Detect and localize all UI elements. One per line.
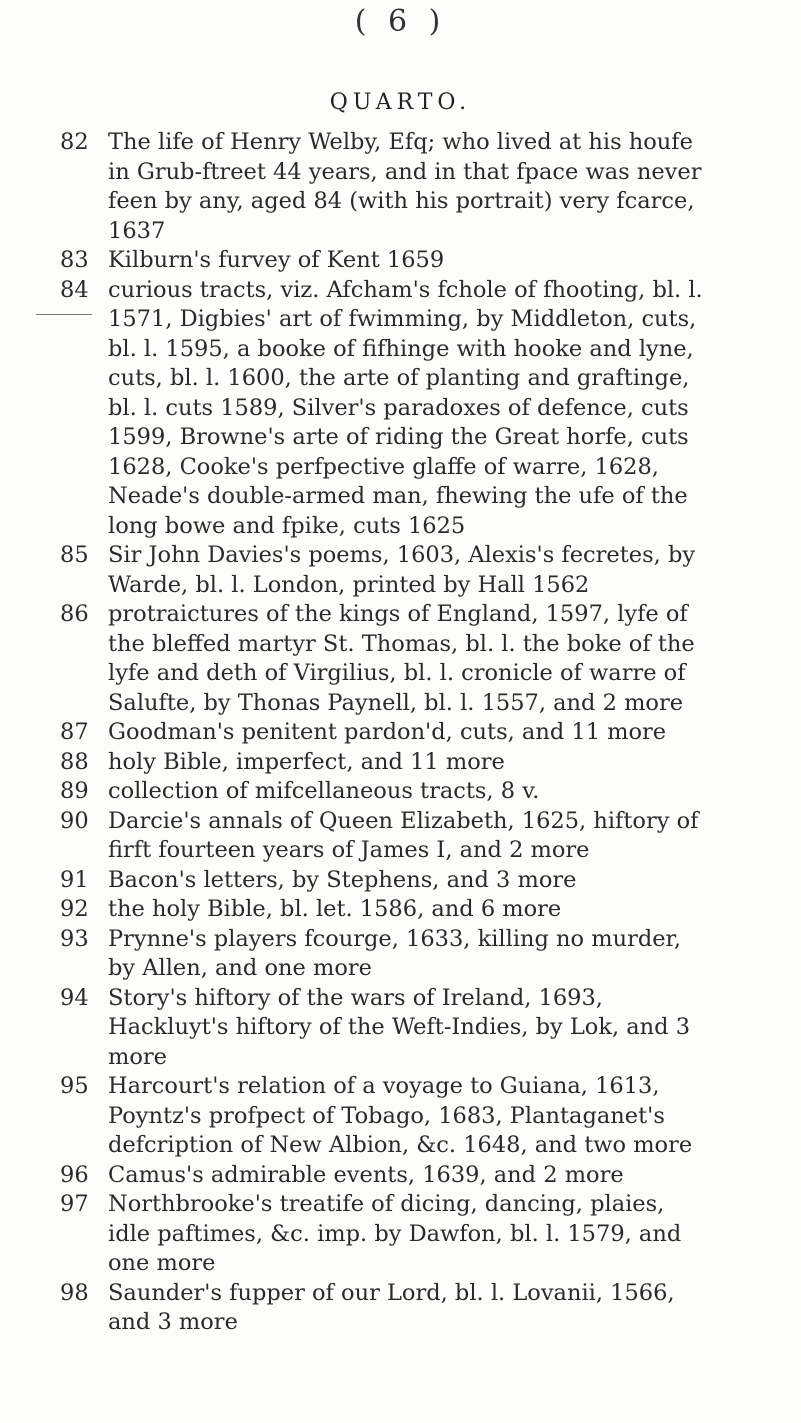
lot-entry [60,895,710,925]
lot-number: 94 [60,984,89,1011]
lot-description: The life of Henry Welby, Efq; who lived at his houfe in Grub-ftreet 44 years, and in that fpace was never feen by any, aged 84 (with his portrait) very fcarce, 1637 [108,129,702,244]
lot-description: Camus's admirable events, 1639, and 2 more [108,1161,624,1188]
lot-description: Prynne's players fcourge, 1633, killing no murder, by Allen, and one more [108,925,681,981]
lot-number: 87 [60,719,89,745]
lot-number: 83 [60,247,89,273]
lot-entry [60,925,710,984]
lot-entry [60,128,710,246]
lot-number: 95 [60,1073,89,1099]
lot-number: 89 [60,778,89,804]
lot-entry [60,1190,710,1279]
lot-number: 88 [60,748,89,775]
lot-description: Saunder's fupper of our Lord, bl. l. Lovanii, 1566, and 3 more [108,1279,675,1335]
lot-number: 84 [60,276,89,303]
lot-description: holy Bible, imperfect, and 11 more [108,748,505,775]
lot-description: Northbrooke's treatife of dicing, dancing, plaies, idle paftimes, &c. imp. by Dawfon, bl. l. 1579, and one more [108,1191,682,1276]
lot-entry [60,276,710,542]
lot-entry [60,718,710,748]
page-number: ( 6 ) [354,4,447,39]
lot-description: Sir John Davies's poems, 1603, Alexis's fecretes, by Warde, bl. l. London, printed by Hall 1562 [108,542,696,598]
lot-number: 93 [60,925,89,952]
lot-description: Harcourt's relation of a voyage to Guiana, 1613, Poyntz's profpect of Tobago, 1683, Plantaganet's defcription of New Albion, &c. 1648, and two more [108,1073,693,1158]
lot-description: Darcie's annals of Queen Elizabeth, 1625, hiftory of firft fourteen years of James I, and 2 more [108,807,699,863]
lot-description: collection of mifcellaneous tracts, 8 v. [108,778,540,804]
lot-description: curious tracts, viz. Afcham's fchole of fhooting, bl. l. 1571, Digbies' art of fwimming, by Middleton, cuts, bl. l. 1595, a booke of fifhinge with hooke and lyne, cuts, bl. l. 1600, the arte of planting and graftinge, bl. l. cuts 1589, Silver's paradoxes of defence, cuts 1599, Browne's arte of riding the Great horfe, cuts 1628, Cooke's perfpective glaffe of warre, 1628, Neade's double-armed man, fhewing the ufe of the long bowe and fpike, cuts 1625 [108,276,703,539]
lot-description: protraictures of the kings of England, 1597, lyfe of the bleffed martyr St. Thomas, bl. l. the boke of the lyfe and deth of Virgilius, bl. l. cronicle of warre of Salufte, by Thonas Paynell, bl. l. 1557, and 2 more [108,601,695,716]
lot-description: Story's hiftory of the wars of Ireland, 1693, Hackluyt's hiftory of the Weft-Indies, by Lok, and 3 more [108,984,691,1070]
lot-description: Goodman's penitent pardon'd, cuts, and 11 more [108,719,667,745]
lot-entry [60,984,710,1073]
lot-entry [60,777,710,807]
lot-description: Kilburn's furvey of Kent 1659 [108,247,445,273]
lot-number: 98 [60,1279,89,1306]
lot-number: 90 [60,807,89,834]
lot-entry [60,748,710,778]
lot-number: 96 [60,1161,89,1188]
lot-description: the holy Bible, bl. let. 1586, and 6 more [108,896,562,922]
section-heading: QUARTO. [329,90,472,115]
lot-entry [60,866,710,896]
lot-number: 92 [60,896,89,922]
lot-entry [60,807,710,866]
lot-number: 97 [60,1191,89,1217]
lot-entry [60,541,710,600]
lot-number: 85 [60,542,89,568]
lot-entry [60,1072,710,1161]
lot-number: 82 [60,129,89,155]
lot-entry [60,1279,710,1338]
lot-number: 86 [60,601,89,627]
lot-entry [60,246,710,276]
lot-entry [60,1161,710,1191]
lot-list [60,128,710,1338]
lot-entry [60,600,710,718]
lot-description: Bacon's letters, by Stephens, and 3 more [108,866,577,893]
lot-number: 91 [60,866,89,893]
